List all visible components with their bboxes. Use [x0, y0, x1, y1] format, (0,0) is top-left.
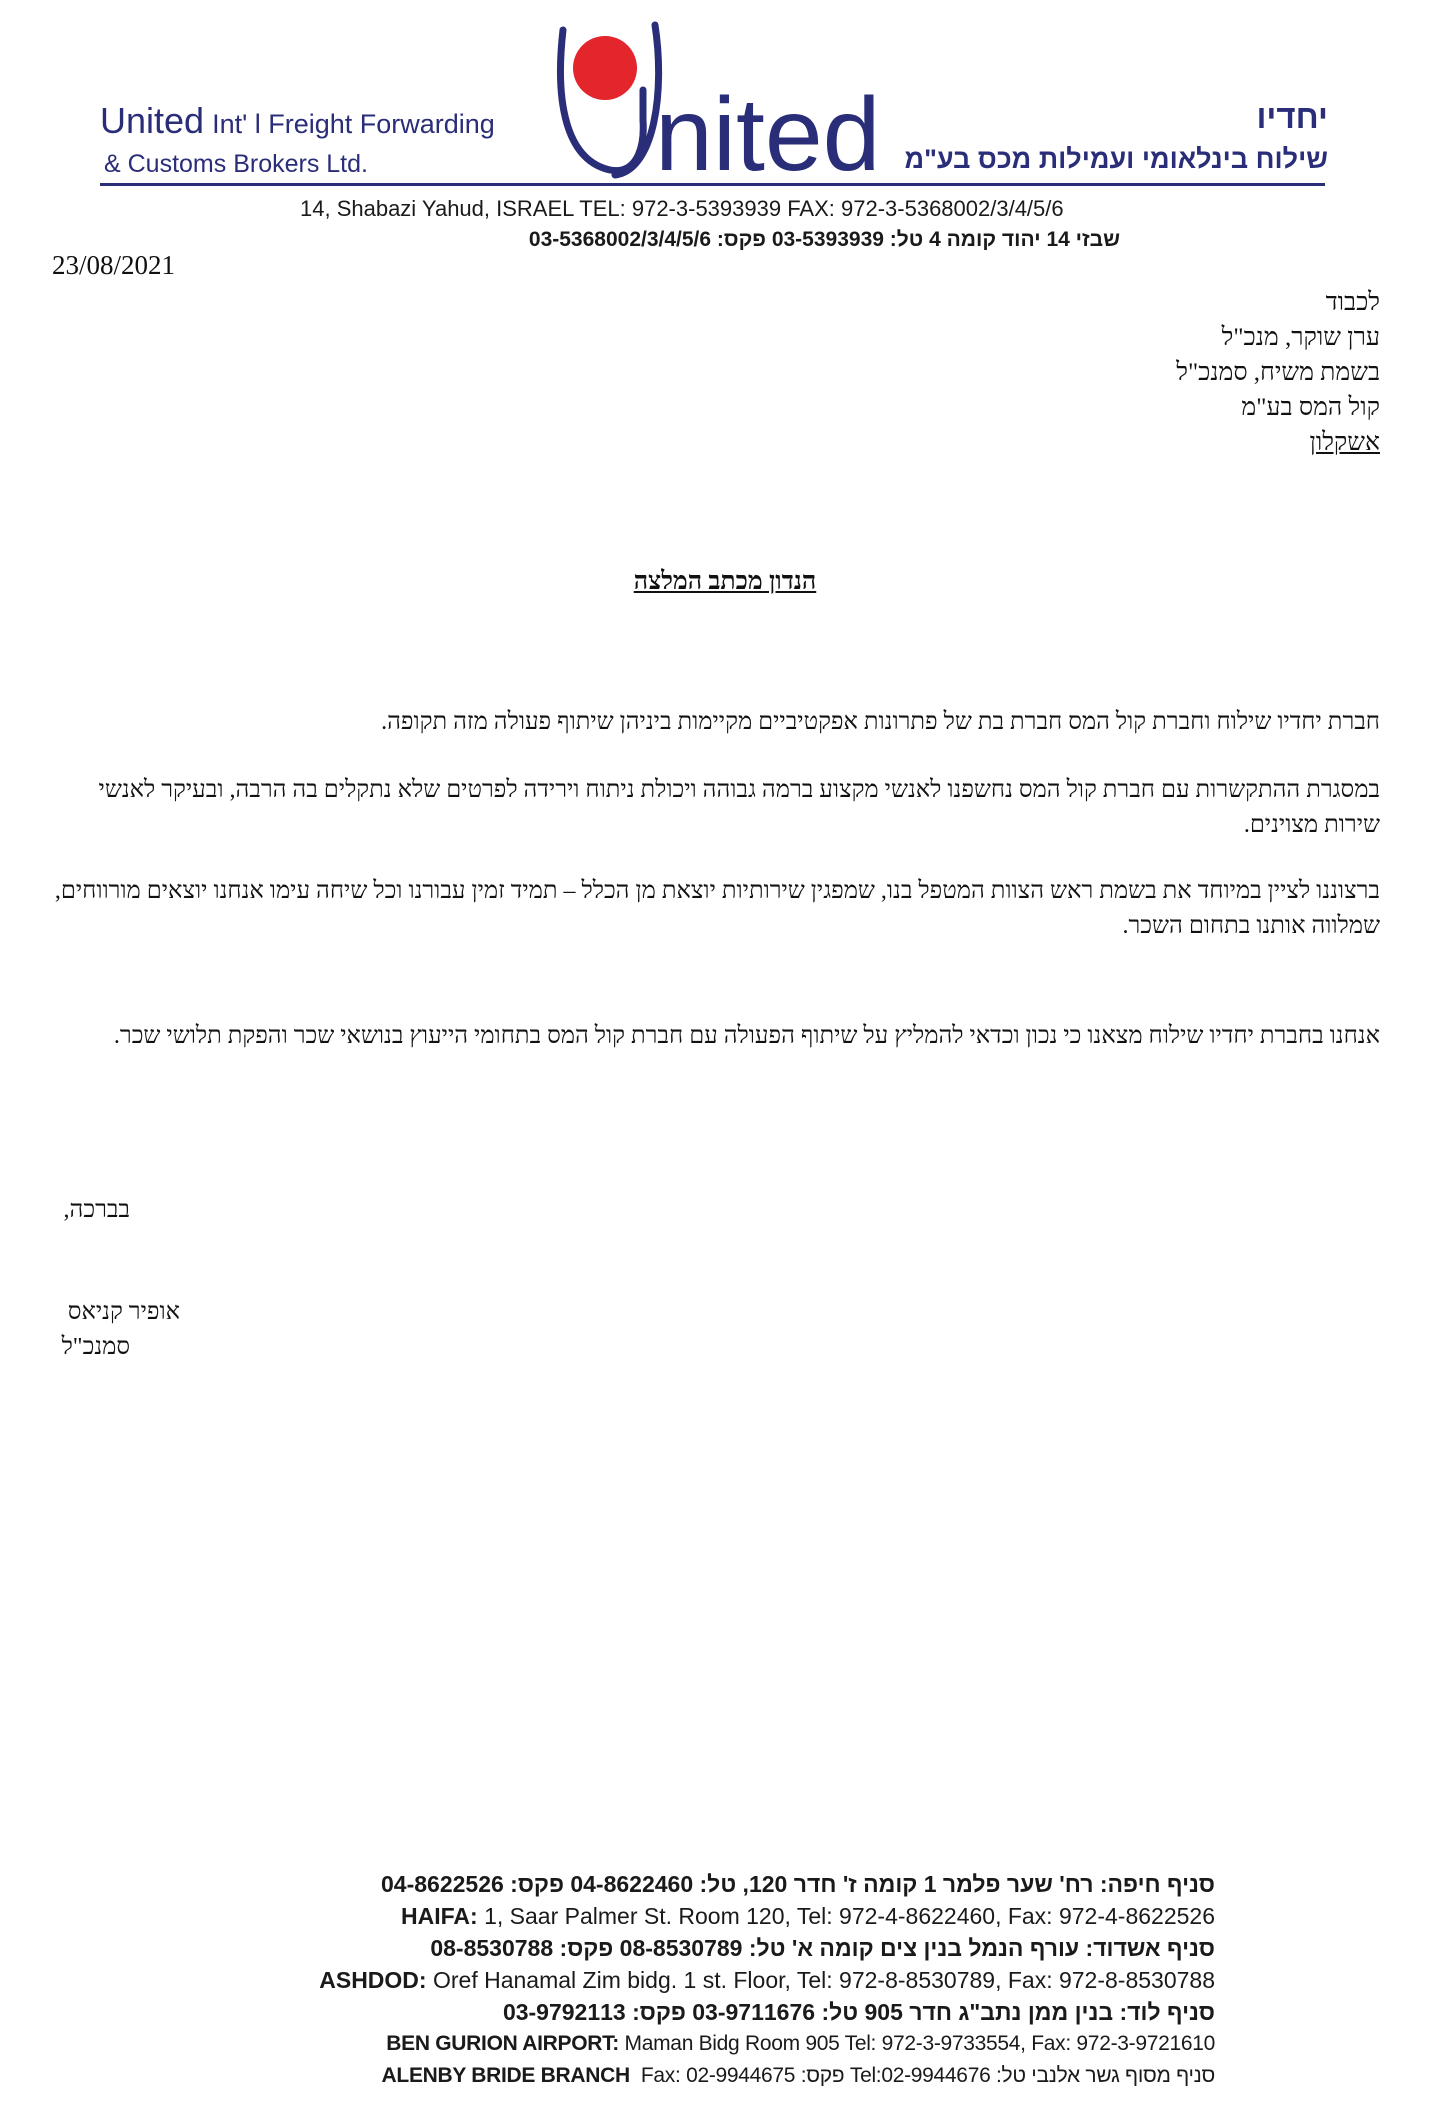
body-paragraph: במסגרת ההתקשרות עם חברת קול המס נחשפנו לאנשי מקצוע ברמה גבוהה ויכולת ניתוח וירידה לפרטים שלא נתקלים בה הרבה, ובעיקר לאנשי שירות מצוינים. — [98, 777, 1380, 838]
branch-details: Fax: 02-9944675 :פקס Tel:02-9944676 :סניף מסוף גשר אלנבי טל — [640, 2064, 1215, 2087]
recipient-line: לכבוד — [1325, 289, 1380, 316]
company-subtitle-he: שילוח בינלאומי ועמילות מכס בע"מ — [904, 144, 1328, 174]
body-paragraph: ברצוננו לציין במיוחד את בשמת ראש הצוות המטפל בנו, שמפגין שירותיות יוצאת מן הכלל – תמיד זמין עבורנו וכל שיחה עימו אנחנו יוצאים מורווחים, שמלווה אותנו בתחום השכר. — [54, 878, 1380, 939]
footer-branches — [215, 1868, 1215, 2092]
company-name-en-main: United — [100, 100, 205, 141]
signer-name: אופיר קניאס — [67, 1299, 180, 1325]
letter-subject: הנדון מכתב המלצה — [633, 568, 817, 595]
recipient-block — [880, 285, 1380, 460]
logo-red-dot-icon — [573, 36, 637, 100]
branch-label: ALENBY BRIDE BRANCH — [381, 2064, 630, 2087]
branch-label: ASHDOD: — [319, 1967, 427, 1993]
company-name-en — [100, 100, 495, 142]
branch-details: Maman Bidg Room 905 Tel: 972-3-9733554, Fax: 972-3-9721610 — [624, 2032, 1215, 2055]
united-logo — [555, 20, 895, 180]
branch-details: 1, Saar Palmer St. Room 120, Tel: 972-4-8622460, Fax: 972-4-8622526 — [484, 1903, 1215, 1929]
branch-haifa-he: סניף חיפה: רח' שער פלמר 1 קומה ז' חדר 120, טל: 04-8622460 פקס: 04-8622526 — [381, 1871, 1215, 1897]
branch-label: BEN GURION AIRPORT: — [386, 2032, 619, 2055]
recipient-city: אשקלון — [1309, 429, 1380, 456]
branch-haifa-en — [215, 1900, 1215, 1932]
letter-date: 23/08/2021 — [52, 250, 176, 280]
branch-ashdod-he: סניף אשדוד: עורף הנמל בנין צים קומה א' טל: 08-8530789 פקס: 08-8530788 — [430, 1935, 1215, 1961]
branch-ben-gurion-en — [215, 2028, 1215, 2060]
company-name-en-sub: Int' l Freight Forwarding — [212, 109, 495, 139]
recipient-line: ערן שוקר, מנכ"ל — [1221, 324, 1380, 351]
branch-label: HAIFA: — [401, 1903, 478, 1929]
recipient-line: קול המס בע"מ — [1241, 394, 1380, 421]
logo-wordmark: nited — [655, 77, 881, 180]
closing: בברכה, — [63, 1197, 130, 1223]
branch-allenby — [215, 2060, 1215, 2092]
letterhead-divider — [100, 183, 1325, 186]
body-paragraph: אנחנו בחברת יחדיו שילוח מצאנו כי נכון וכדאי להמליץ על שיתוף הפעולה עם חברת קול המס בתחומי הייעוץ בנושאי שכר והפקת תלושי שכר. — [113, 1023, 1380, 1049]
branch-lod-he: סניף לוד: בנין ממן נתב"ג חדר 905 טל: 03-9711676 פקס: 03-9792113 — [502, 1999, 1215, 2025]
address-he: שבזי 14 יהוד קומה 4 טל: 03-5393939 פקס: 03-5368002/3/4/5/6 — [528, 228, 1120, 251]
branch-ashdod-en — [215, 1964, 1215, 1996]
address-en: 14, Shabazi Yahud, ISRAEL TEL: 972-3-5393939 FAX: 972-3-5368002/3/4/5/6 — [300, 196, 1064, 221]
branch-details: Oref Hanamal Zim bidg. 1 st. Floor, Tel: 972-8-8530789, Fax: 972-8-8530788 — [432, 1967, 1215, 1993]
recipient-line: בשמת משיח, סמנכ"ל — [1176, 359, 1380, 386]
company-name-he: יחדיו — [1256, 98, 1328, 135]
company-name-en-line2: & Customs Brokers Ltd. — [104, 150, 368, 178]
signer-title: סמנכ"ל — [61, 1334, 130, 1360]
body-paragraph: חברת יחדיו שילוח וחברת קול המס חברת בת של פתרונות אפקטיביים מקיימות ביניהן שיתוף פעולה מזה תקופה. — [381, 709, 1380, 735]
